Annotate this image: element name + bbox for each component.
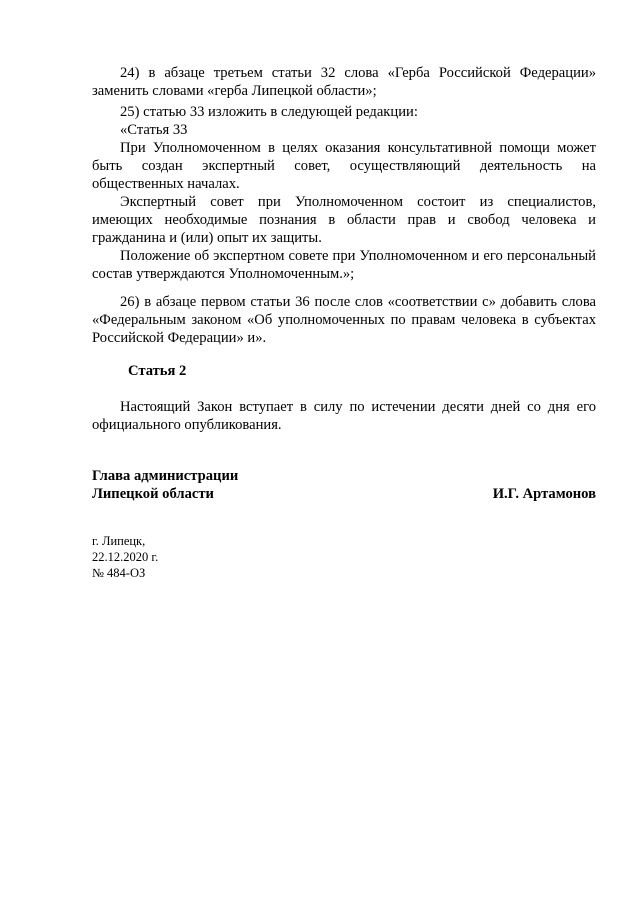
footer-date: 22.12.2020 г.: [92, 550, 159, 564]
footer-city: г. Липецк,: [92, 534, 146, 548]
signature-title-line1: Глава администрации: [92, 468, 239, 484]
paragraph-item-25: 25) статью 33 изложить в следующей редакции:: [120, 104, 418, 120]
footer-law-number: № 484-ОЗ: [92, 566, 146, 580]
paragraph-item-26: 26) в абзаце первом статьи 36 после слов «соответствии с» добавить слова «Федеральным законом «Об уполномоченных по правам человека в субъектах Российской Федерации» и».: [92, 294, 596, 346]
signature-title-line2: Липецкой области: [92, 486, 214, 502]
paragraph-expert-council-composition: Экспертный совет при Уполномоченном состоит из специалистов, имеющих необходимые познания в области прав и свобод человека и гражданина и (или) опыт их защиты.: [92, 194, 596, 246]
paragraph-expert-council-creation: При Уполномоченном в целях оказания консультативной помощи может быть создан экспертный совет, осуществляющий деятельность на общественных началах.: [92, 140, 596, 192]
signature-name: И.Г. Артамонов: [492, 486, 596, 502]
article-2-text: Настоящий Закон вступает в силу по истечении десяти дней со дня его официального опубликования.: [92, 399, 596, 433]
article-2-heading: Статья 2: [128, 363, 187, 379]
paragraph-expert-council-regulation: Положение об экспертном совете при Уполномоченном и его персональный состав утверждаются Уполномоченным.»;: [92, 248, 596, 282]
paragraph-item-24: 24) в абзаце третьем статьи 32 слова «Герба Российской Федерации» заменить словами «герба Липецкой области»;: [92, 65, 596, 99]
article-33-heading: «Статья 33: [120, 122, 188, 138]
